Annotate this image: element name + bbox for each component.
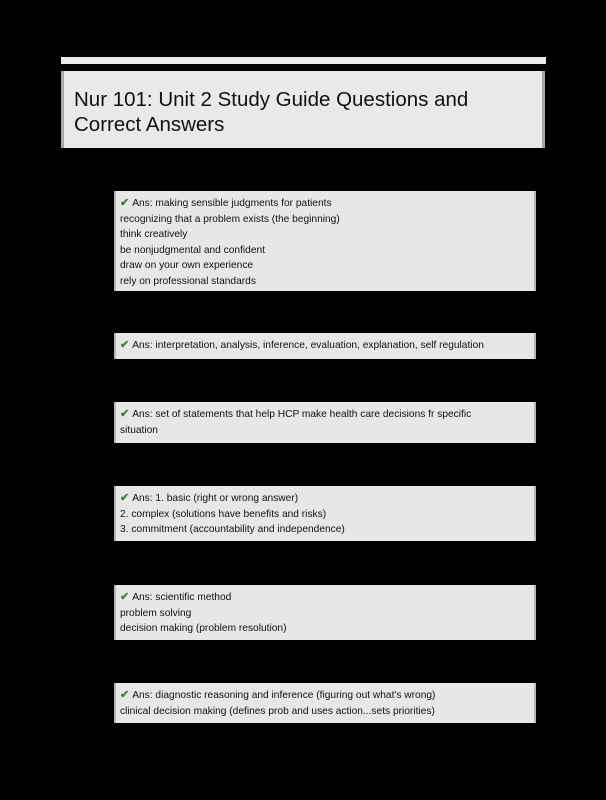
answer-line: situation bbox=[120, 424, 158, 436]
answer-box bbox=[114, 191, 536, 291]
title-box bbox=[61, 71, 545, 148]
answer-box bbox=[114, 486, 536, 541]
answer-line: clinical decision making (defines prob and uses action...sets priorities) bbox=[120, 705, 435, 717]
checkmark-icon: ✔ bbox=[120, 492, 130, 504]
answer-line: recognizing that a problem exists (the beginning) bbox=[120, 213, 340, 225]
checkmark-icon: ✔ bbox=[120, 408, 130, 420]
answer-line: think creatively bbox=[120, 229, 188, 240]
title-line-2: Correct Answers bbox=[74, 113, 225, 136]
answer-line: rely on professional standards bbox=[120, 275, 256, 287]
answer-line: problem solving bbox=[120, 607, 192, 619]
answer-line bbox=[120, 688, 534, 704]
answer-text: Ans: set of statements that help HCP make health care decisions fr specific bbox=[132, 409, 472, 420]
answer-text: Ans: diagnostic reasoning and inference (figuring out what's wrong) bbox=[132, 690, 436, 701]
answer-line: draw on your own experience bbox=[120, 260, 254, 271]
answer-box bbox=[114, 333, 536, 359]
answer-line: decision making (problem resolution) bbox=[120, 623, 287, 634]
answer-box bbox=[114, 585, 536, 640]
checkmark-icon: ✔ bbox=[120, 591, 130, 603]
answer-text: Ans: interpretation, analysis, inference, evaluation, explanation, self regulation bbox=[132, 340, 484, 351]
answer-line bbox=[120, 491, 534, 507]
answer-line bbox=[120, 196, 534, 212]
answer-line bbox=[120, 338, 534, 354]
answer-line: 2. complex (solutions have benefits and risks) bbox=[120, 508, 327, 520]
answer-line: be nonjudgmental and confident bbox=[120, 244, 266, 256]
checkmark-icon: ✔ bbox=[120, 689, 130, 701]
answer-text: Ans: 1. basic (right or wrong answer) bbox=[132, 493, 299, 504]
checkmark-icon: ✔ bbox=[120, 197, 130, 209]
page-title bbox=[74, 87, 514, 137]
answer-text: Ans: making sensible judgments for patients bbox=[132, 198, 332, 209]
header-rule bbox=[61, 57, 546, 64]
checkmark-icon: ✔ bbox=[120, 339, 130, 351]
answer-line bbox=[120, 590, 534, 606]
title-line-1: Nur 101: Unit 2 Study Guide Questions and bbox=[74, 88, 469, 111]
answer-line bbox=[120, 407, 534, 423]
answer-box bbox=[114, 683, 536, 723]
answer-text: Ans: scientific method bbox=[132, 592, 232, 603]
answer-box bbox=[114, 402, 536, 443]
answer-line: 3. commitment (accountability and independence) bbox=[120, 524, 345, 535]
